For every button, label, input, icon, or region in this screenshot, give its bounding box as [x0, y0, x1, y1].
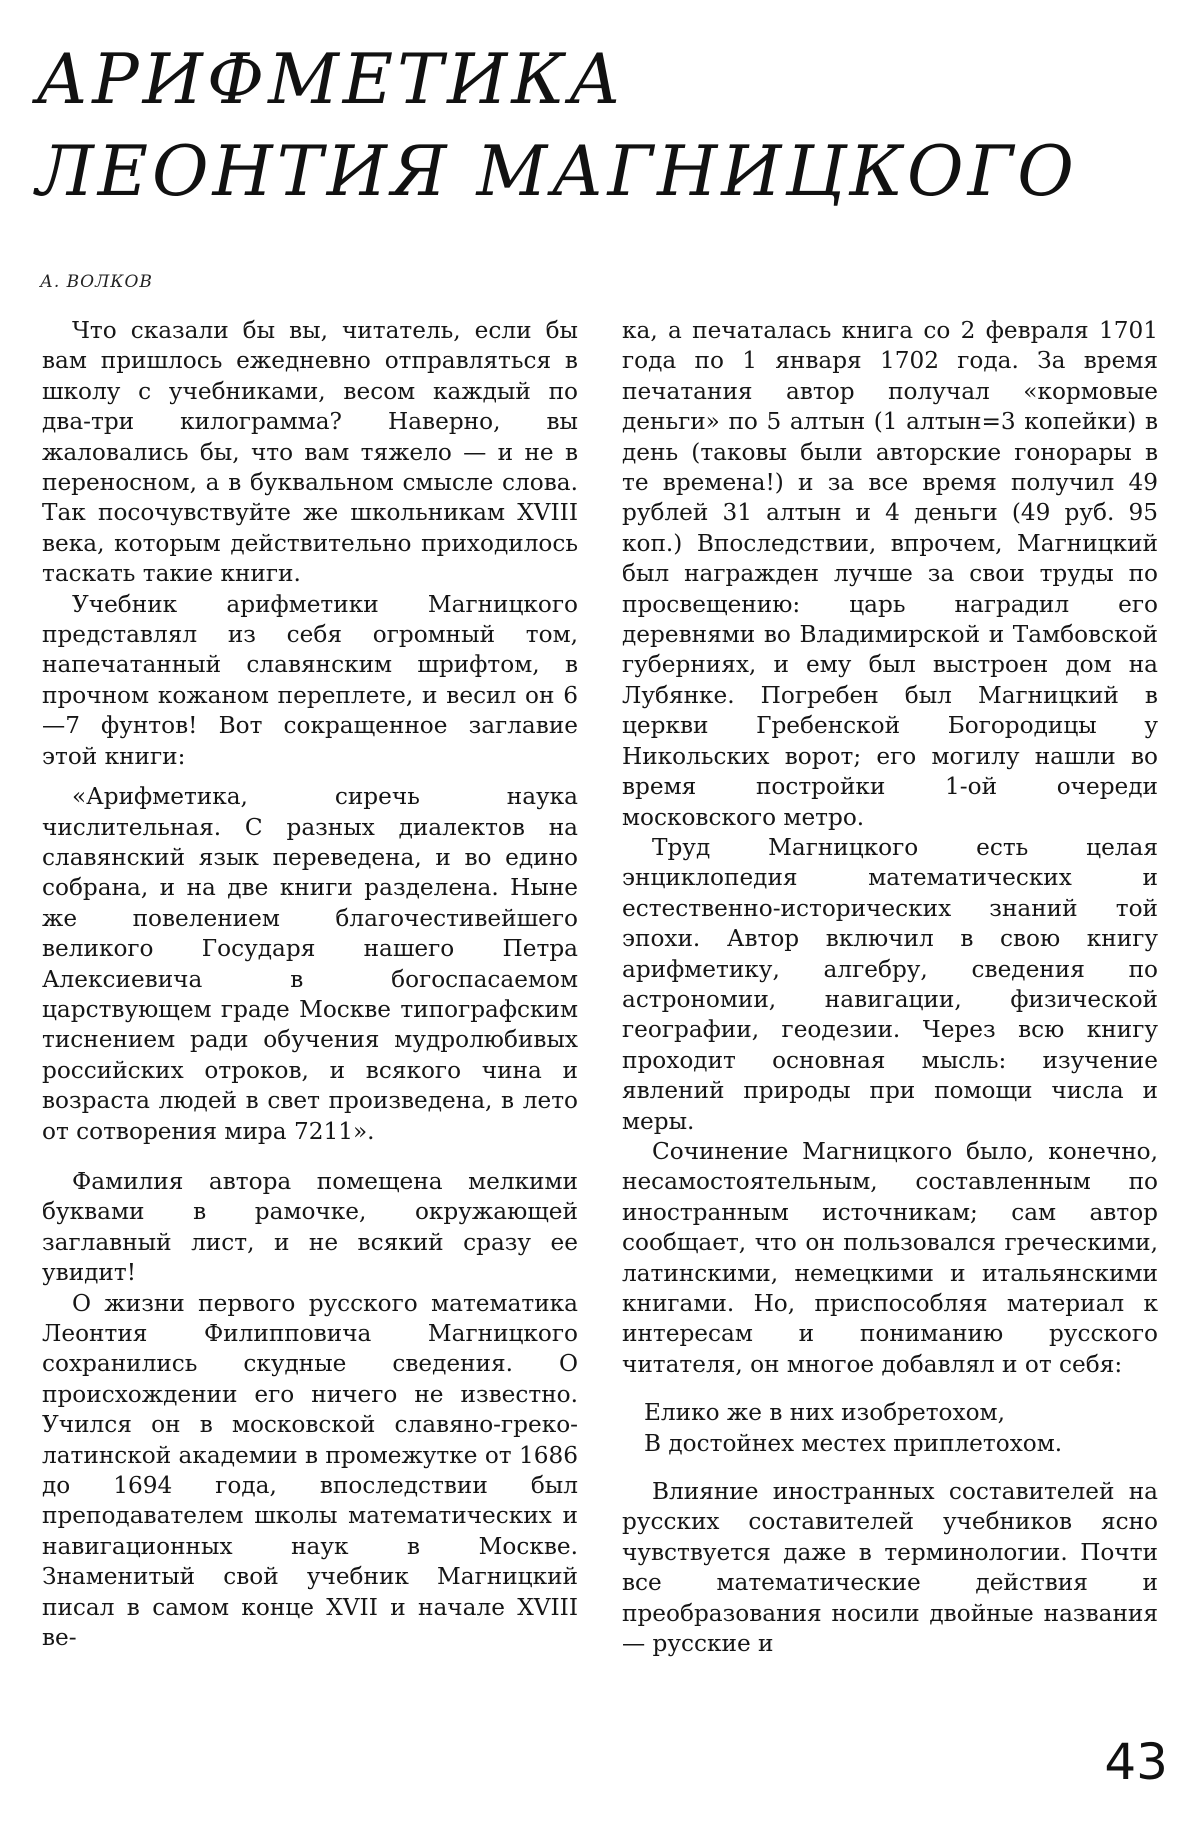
paragraph: Влияние иностранных составителей на русских составителей учебников ясно чувствуется даже в терминологии. Почти все математические действия и преобразования носили двойные названия — русские и — [622, 1478, 1158, 1658]
paragraph: Учебник арифметики Магницкого представлял из себя огромный том, напечатанный славянским шрифтом, в прочном кожаном переплете, и весил он 6—7 фунтов! Вот сокращенное заглавие этой книги: — [42, 590, 578, 770]
page-number: 43 — [1104, 1733, 1168, 1791]
left-column — [42, 316, 578, 1653]
book-title-quote: «Арифметика, сиречь наука числительная. С разных диалектов на славянский язык переведена, и во едино собрана, и на две книги разделена. Ныне же повелением благочестивейшего великого Государя нашего Петра Алексиевича в богоспасаемом царствующем граде Москве типографским тиснением ради обучения мудролюбивых российских отроков, и всякого чина и возраста людей в свет произведена, в лето от сотворения мира 7211». — [42, 783, 578, 1145]
paragraph: Что сказали бы вы, читатель, если бы вам пришлось ежедневно отправляться в школу с учебниками, весом каждый по два-три килограмма? Наверно, вы жаловались бы, что вам тяжело — и не в переносном, а в буквальном смысле слова. Так посочувствуйте же школьникам XVIII века, которым действительно приходилось таскать такие книги. — [42, 317, 578, 588]
paragraph: Сочинение Магницкого было, конечно, несамостоятельным, составленным по иностранным источникам; сам автор сообщает, что он пользовался греческими, латинскими, немецкими и итальянскими книгами. Но, приспособляя материал к интересам и пониманию русского читателя, он многое добавлял и от себя: — [622, 1137, 1158, 1378]
paragraph-continued: ка, а печаталась книга со 2 февраля 1701 года по 1 января 1702 года. За время печатания автор получал «кормовые деньги» по 5 алтын (1 алтын=3 копейки) в день (таковы были авторские гонорары в те времена!) и за все время получил 49 рублей 31 алтын и 4 деньги (49 руб. 95 коп.) Впоследствии, впрочем, Магницкий был награжден лучше за свои труды по просвещению: царь наградил его деревнями во Владимирской и Тамбовской губерниях, и ему был выстроен дом на Лубянке. Погребен был Магницкий в церкви Гребенской Богородицы у Никольских ворот; его могилу нашли во время постройки 1-ой очереди московского метро. — [622, 317, 1158, 831]
paragraph: О жизни первого русского математика Леонтия Филипповича Магницкого сохранились скудные сведения. О происхождении его ничего не известно. Учился он в московской славяно-греко-латинской академии в промежутке от 1686 до 1694 года, впоследствии был преподавателем школы математических и навигационных наук в Москве. Знаменитый свой учебник Магницкий писал в самом конце XVII и начале XVIII ве- — [42, 1289, 579, 1652]
paragraph: Труд Магницкого есть целая энциклопедия математических и естественно-исторических знаний той эпохи. Автор включил в свою книгу арифметику, алгебру, сведения по астрономии, навигации, физической географии, геодезии. Через всю книгу проходит основная мысль: изучение явлений природы при помощи числа и меры. — [622, 833, 1158, 1135]
right-column — [622, 316, 1158, 1659]
verse-line: В достойнех местех приплетохом. — [644, 1429, 1063, 1457]
verse-line: Елико же в них изобретохом, — [644, 1399, 1005, 1427]
title-line-2: ЛЕОНТИЯ МАГНИЦКОГО — [36, 132, 1078, 212]
verse-quote — [644, 1398, 1158, 1459]
article-title — [36, 34, 1078, 218]
paragraph: Фамилия автора помещена мелкими буквами в рамочке, окружающей заглавный лист, и не всякий сразу ее увидит! — [42, 1167, 578, 1287]
title-line-1: АРИФМЕТИКА — [36, 40, 626, 120]
author-byline: А. ВОЛКОВ — [40, 272, 153, 292]
